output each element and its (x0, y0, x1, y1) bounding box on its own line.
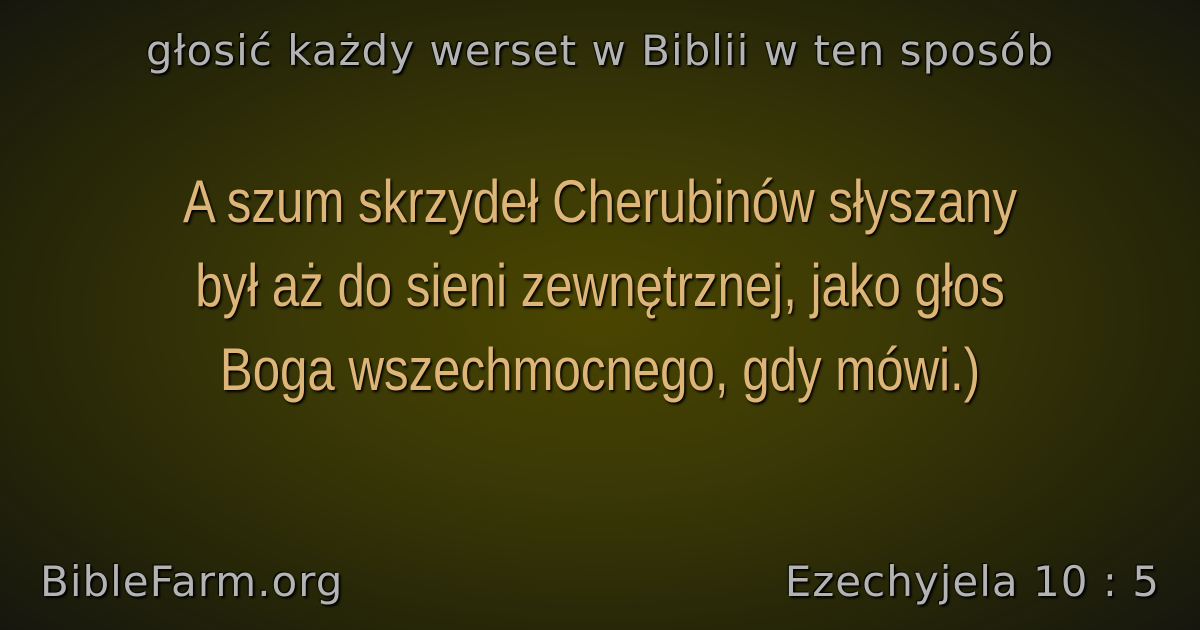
verse-text (141, 160, 1059, 412)
verse-line-3: Boga wszechmocnego, gdy mówi.) (219, 336, 981, 403)
header-tagline: głosić każdy werset w Biblii w ten sposób (145, 26, 1055, 75)
verse-line-2: był aż do sieni zewnętrznej, jako głos (195, 252, 1005, 319)
verse-reference: Ezechyjela 10 : 5 (784, 557, 1160, 606)
verse-line-1: A szum skrzydeł Cherubinów słyszany (183, 168, 1017, 235)
site-name: BibleFarm.org (40, 557, 344, 606)
